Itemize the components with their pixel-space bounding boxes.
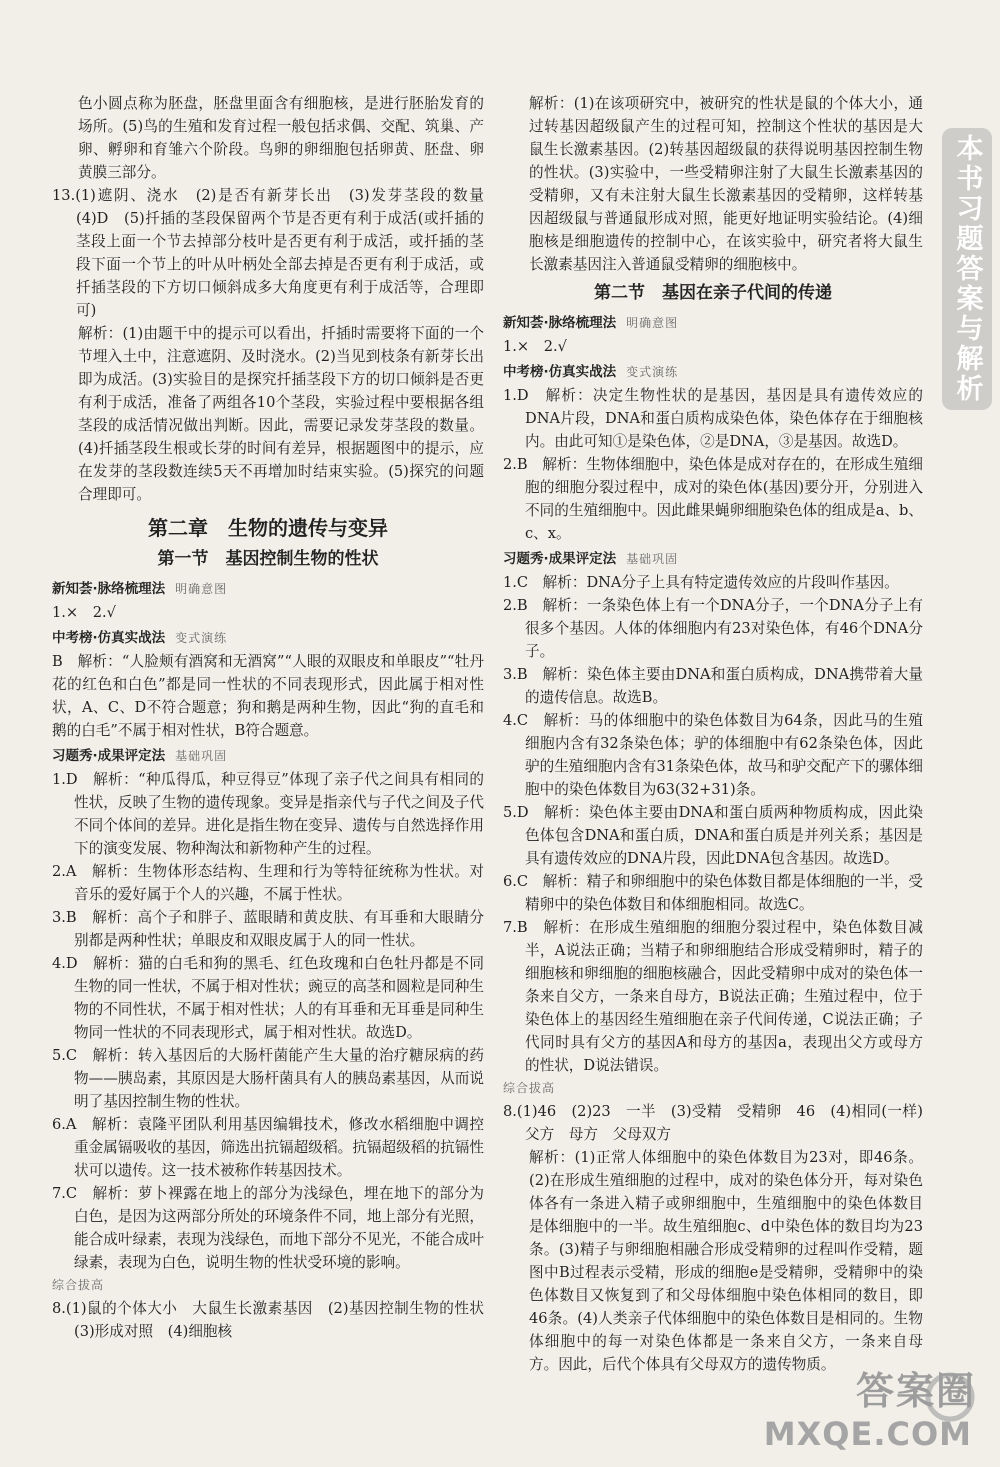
answer-item: 4.D 解析：猫的白毛和狗的黑毛、红色玫瑰和白色牡丹都是不同生物的同一性状，不属于相对性状；豌豆的高茎和圆粒是同种生物的不同性状，不属于相对性状；人的有耳垂和无耳垂是同种生物同一性状的不同表现形式，属于相对性状。故选D。: [52, 955, 484, 1041]
subsection-tag: 变式演练: [626, 365, 679, 379]
answer-item: 7.B 解析：在形成生殖细胞的细胞分裂过程中，染色体数目减半，A说法正确；当精子和卵细胞结合形成受精卵时，精子的细胞核和卵细胞的细胞核融合，因此受精卵中成对的染色体一条来自父方，一条来自母方，B说法正确；生殖过程中，位于染色体上的基因经生殖细胞在亲子代间传递，C说法正确；子代同时具有父方的基因A和母方的基因a，表现出父方或母方的性状，D说法错误。: [503, 919, 923, 1074]
section-title: 第一节 基因控制生物的性状: [157, 549, 379, 569]
answer-item: 2.B 解析：生物体细胞中，染色体是成对存在的，在形成生殖细胞的细胞分裂过程中，成对的染色体(基因)要分开，分别进入不同的生殖细胞中。因此雌果蝇卵细胞染色体的组成是a、b、c、x。: [503, 456, 923, 542]
answer-item: B 解析：“人脸颊有酒窝和无酒窝”“人眼的双眼皮和单眼皮”“牡丹花的红色和白色”都是同一性状的不同表现形式，因此属于相对性状，A、C、D不符合题意；狗和鹅是两种生物，因此“狗的直毛和鹅的白毛”不属于相对性状，B符合题意。: [52, 653, 484, 739]
subsection-label: 新知荟·脉络梳理法: [52, 581, 166, 597]
answer-item: 2.A 解析：生物体形态结构、生理和行为等特征统称为性状。对音乐的爱好属于个人的兴趣，不属于性状。: [52, 863, 484, 903]
subsection-heading: [503, 548, 923, 571]
subsection-label: 习题秀·成果评定法: [503, 551, 617, 567]
subsection-label: 中考榜·仿真实战法: [503, 364, 617, 380]
answer-item: 3.B 解析：染色体主要由DNA和蛋白质构成，DNA携带着大量的遗传信息。故选B。: [503, 666, 923, 706]
answer-item: 2.B 解析：一条染色体上有一个DNA分子，一个DNA分子上有很多个基因。人体的体细胞内有23对染色体，有46个DNA分子。: [503, 597, 923, 660]
answer-item: 8.(1)鼠的个体大小 大鼠生长激素基因 (2)基因控制生物的性状 (3)形成对照 (4)细胞核: [52, 1300, 499, 1340]
answer-item: 5.C 解析：转入基因后的大肠杆菌能产生大量的治疗糖尿病的药物——胰岛素，其原因是大肠杆菌具有人的胰岛素基因，从而说明了基因控制生物的性状。: [52, 1047, 484, 1110]
analysis-paragraph: 解析：(1)在该项研究中，被研究的性状是鼠的个体大小，通过转基因超级鼠产生的过程可知，控制这个性状的基因是大鼠生长激素基因。(2)转基因超级鼠的获得说明基因控制生物的性状。(3)实验中，一些受精卵注射了大鼠生长激素基因的受精卵，又有未注射大鼠生长激素基因的受精卵，这样转基因超级鼠与普通鼠形成对照，能更好地证明实验结论。(4)细胞核是细胞遗传的控制中心，在该实验中，研究者将大鼠生长激素基因注入普通鼠受精卵的细胞核中。: [529, 95, 923, 273]
subsection-tag: 基础巩固: [175, 749, 228, 763]
side-tab-label: 本书习题答案与解析: [951, 134, 983, 404]
left-column: [52, 92, 499, 1343]
right-column: [503, 92, 938, 1376]
side-tab: [942, 128, 992, 410]
subsection-tag: 变式演练: [175, 631, 228, 645]
watermark-text: 答案圈: [855, 1369, 976, 1413]
subsection-label: 习题秀·成果评定法: [52, 748, 166, 764]
answer-item: 1.× 2.√: [503, 338, 567, 355]
chapter-title: 第二章 生物的遗传与变异: [148, 516, 388, 540]
answer-item: 7.C 解析：萝卜裸露在地上的部分为浅绿色，埋在地下的部分为白色，是因为这两部分所处的环境条件不同，地上部分有光照，能合成叶绿素，表现为浅绿色，而地下部分不见光，不能合成叶绿素，表现为白色，说明生物的性状受环境的影响。: [52, 1185, 484, 1271]
section-tag: 综合拔高: [503, 1081, 556, 1095]
answer-item: 8.(1)46 (2)23 一半 (3)受精 受精卵 46 (4)相同(一样) 父方 母方 父母双方: [503, 1103, 938, 1143]
answer-item: 13.(1)遮阴、浇水 (2)是否有新芽长出 (3)发芽茎段的数量 (4)D (5)扦插的茎段保留两个节是否更有利于成活(或扦插的茎段上面一个节去掉部分枝叶是否更有利于成活，或扦插的茎段下面一个节上的叶从叶柄处全部去掉是否更有利于成活，或扦插茎段的下方切口倾斜成多大角度更有利于成活等，合理即可): [52, 187, 499, 319]
section-tag: 综合拔高: [52, 1278, 105, 1292]
answer-item: 6.C 解析：精子和卵细胞中的染色体数目都是体细胞的一半，受精卵中的染色体数目和体细胞相同。故选C。: [503, 873, 923, 913]
paragraph: 色小圆点称为胚盘，胚盘里面含有细胞核，是进行胚胎发育的场所。(5)鸟的生殖和发育过程一般包括求偶、交配、筑巢、产卵、孵卵和育雏六个阶段。鸟卵的卵细胞包括卵黄、胚盘、卵黄膜三部分。: [78, 95, 484, 181]
subsection-tag: 明确意图: [626, 316, 679, 330]
watermark-url: MXQE.COM: [763, 1415, 972, 1453]
answer-item: 6.A 解析：袁隆平团队利用基因编辑技术，修改水稻细胞中调控重金属镉吸收的基因，筛选出抗镉超级稻。抗镉超级稻的抗镉性状可以遗传。这一技术被称作转基因技术。: [52, 1116, 484, 1179]
section-title: 第二节 基因在亲子代间的传递: [594, 283, 832, 303]
answer-item: 1.D 解析：“种瓜得瓜，种豆得豆”体现了亲子代之间具有相同的性状，反映了生物的遗传现象。变异是指亲代与子代之间及子代不同个体间的差异。进化是指生物在变异、遗传与自然选择作用下的演变发展、物种淘汰和新物种产生的过程。: [52, 771, 484, 857]
subsection-heading: [503, 361, 923, 384]
subsection-tag: 基础巩固: [626, 552, 679, 566]
subsection-label: 中考榜·仿真实战法: [52, 630, 166, 646]
subsection-heading: [52, 578, 484, 601]
subsection-tag: 明确意图: [175, 582, 228, 596]
analysis-paragraph: 解析：(1)正常人体细胞中的染色体数目为23对，即46条。(2)在形成生殖细胞的过程中，成对的染色体分开，每对染色体各有一条进入精子或卵细胞中，生殖细胞中的染色体数目是体细胞中的一半。故生殖细胞c、d中染色体的数目均为23条。(3)精子与卵细胞相融合形成受精卵的过程叫作受精，题图中B过程表示受精，形成的细胞e是受精卵，受精卵中的染色体数目又恢复到了和父母体细胞中染色体相同的数目，即46条。(4)人类亲子代体细胞中的染色体数目是相同的。生物体细胞中的每一对染色体都是一条来自父方，一条来自母方。因此，后代个体具有父母双方的遗传物质。: [529, 1149, 923, 1373]
subsection-heading: [52, 745, 484, 768]
answer-item: 3.B 解析：高个子和胖子、蓝眼睛和黄皮肤、有耳垂和大眼睛分别都是两种性状；单眼皮和双眼皮属于人的同一性状。: [52, 909, 484, 949]
answer-item: 4.C 解析：马的体细胞中的染色体数目为64条，因此马的生殖细胞内含有32条染色体；驴的体细胞中有62条染色体，因此驴的生殖细胞内含有31条染色体，故马和驴交配产下的骡体细胞中的染色体数目为63(32+31)条。: [503, 712, 924, 798]
answer-item: 1.C 解析：DNA分子上具有特定遗传效应的片段叫作基因。: [503, 574, 899, 591]
answer-item: 1.× 2.√: [52, 604, 116, 621]
subsection-heading: [503, 312, 923, 335]
answer-item: 1.D 解析：决定生物性状的是基因，基因是具有遗传效应的DNA片段，DNA和蛋白质构成染色体，染色体存在于细胞核内。由此可知①是染色体，②是DNA，③是基因。故选D。: [503, 387, 923, 450]
analysis-paragraph: 解析：(1)由题干中的提示可以看出，扦插时需要将下面的一个节埋入土中，注意遮阴、及时浇水。(2)当见到枝条有新芽长出即为成活。(3)实验目的是探究扦插茎段下方的切口倾斜是否更有利于成活，准备了两组各10个茎段，实验过程中要根据各组茎段的成活情况做出判断。因此，需要记录发芽茎段的数量。(4)扦插茎段生根或长芽的时间有差异，根据题图中的提示，应在发芽的茎段数连续5天不再增加时结束实验。(5)探究的问题合理即可。: [78, 325, 484, 503]
subsection-heading: [52, 627, 484, 650]
subsection-label: 新知荟·脉络梳理法: [503, 315, 617, 331]
answer-item: 5.D 解析：染色体主要由DNA和蛋白质两种物质构成，因此染色体包含DNA和蛋白质，DNA和蛋白质是并列关系；基因是具有遗传效应的DNA片段，因此DNA包含基因。故选D。: [503, 804, 923, 867]
